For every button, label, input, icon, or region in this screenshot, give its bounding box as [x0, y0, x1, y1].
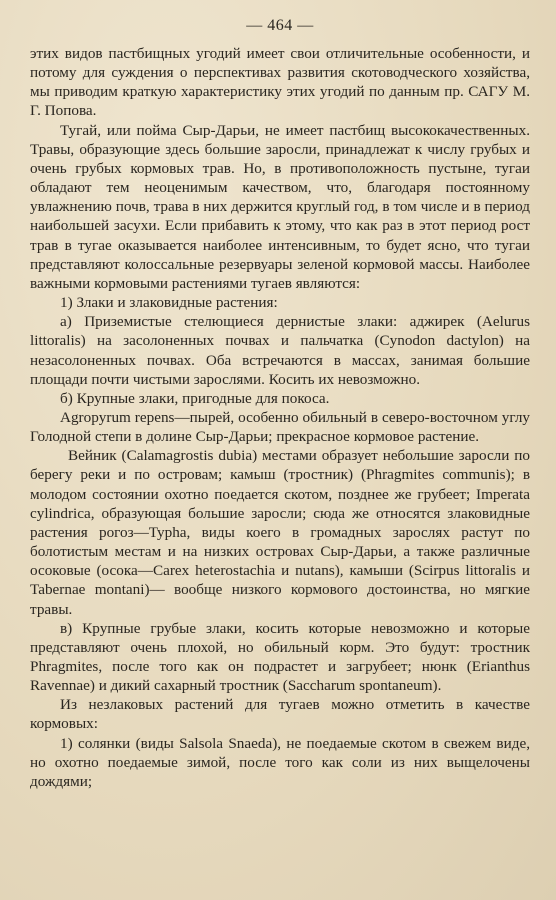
- page-number: — 464 —: [246, 17, 314, 34]
- paragraph-non-grasses: Из незлаковых растений для тугаев можно отметить в качестве кормовых:: [30, 696, 530, 733]
- paragraph-item-a: а) Приземистые стелющиеся дернистые злаки: аджирек (Aelurus littoralis) на засолоненных почвах и пальчатка (Cynodon dactylon) на незасолоненных почвах. Оба встречаются в массах, занимая большие площади почти чистыми зарослями. Косить их невозможно.: [30, 313, 530, 388]
- paragraph-agropyrum: Agropyrum repens—пырей, особенно обильный в северо-восточном углу Голодной степи в долине Сыр-Дарьи; прекрасное кормовое растение.: [30, 408, 530, 446]
- heading-grasses: 1) Злаки и злаковидные растения:: [60, 294, 278, 312]
- page-body: [30, 44, 530, 791]
- paragraph-tugai: Тугай, или пойма Сыр-Дарьи, не имеет пастбищ высококачественных. Травы, образующие здесь большие заросли, принадлежат к числу грубых и очень грубых кормовых трав. Но, в противоположность пустыне, тугаи обладают тем неоценимым качеством, что, благодаря постоянному увлажнению почв, трава в них держится круглый год, в том числе и в период наибольшей засухи. Если прибавить к этому, что как раз в этот период рост трав в тугае оказывается наиболее интенсивным, то будет ясно, что тугаи представляют колоссальные резервуары зеленой кормовой массы. Наиболее важными кормовыми растениями тугаев являются:: [30, 121, 530, 292]
- heading-item-b: б) Крупные злаки, пригодные для покоса.: [60, 389, 330, 407]
- paragraph-salsola: 1) солянки (виды Salsola Snaeda), не поедаемые скотом в свежем виде, но охотно поедаемые зимой, после того как соли из них выщелочены дождями;: [30, 734, 530, 790]
- paragraph-item-v: в) Крупные грубые злаки, косить которые невозможно и которые представляют очень плохой, но обильный корм. Это будут: тростник Phragmites, после того как он подрастет и загрубеет; нюнк (Erianthus Ravennae) и дикий сахарный тростник (Saccharum spontaneum).: [30, 619, 530, 695]
- paragraph-calamagrostis: Вейник (Calamagrostis dubia) местами образует небольшие заросли по берегу реки и по островам; камыш (тростник) (Phragmites communis); в молодом состоянии охотно поедается скотом, позднее же грубеет; Imperata cylindrica, образующая большие заросли; сюда же относятся злаковидные растения рогоз—Typha, виды коего в громадных зарослях растут по болотистым местам и на низких островах Сыр-Дарьи, а также различные осоковые (осока—Carex heterostachia и nutans), камыши (Scirpus littoralis и Tabernae montani)— вообще низкого кормового достоинства, но мягкие травы.: [30, 447, 530, 618]
- paragraph-intro: этих видов пастбищных угодий имеет свои отличительные особенности, и потому для суждения о перспективах развития скотоводческого хозяйства, мы приводим краткую характеристику этих угодий по данным пр. САГУ М. Г. Попова.: [30, 45, 530, 120]
